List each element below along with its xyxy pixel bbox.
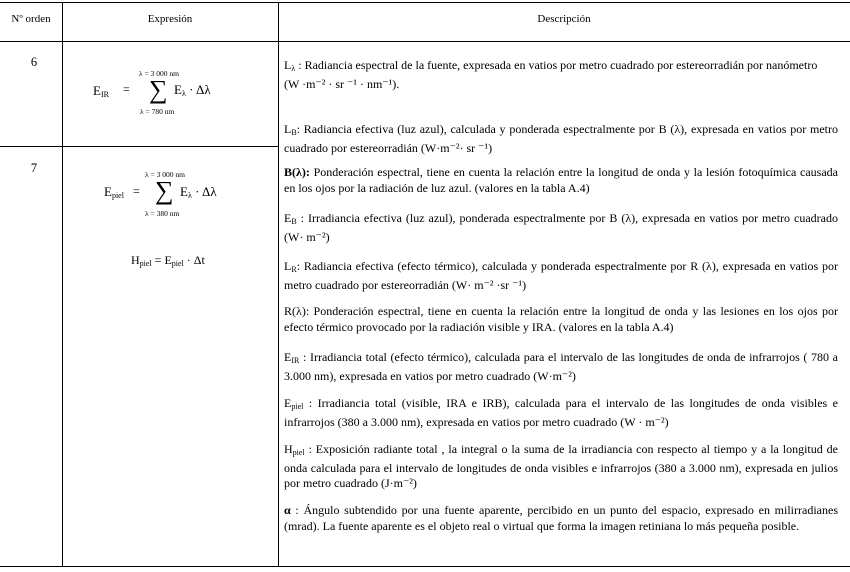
sum-symbol: ∑ — [149, 75, 168, 104]
formula-exposure: $H_{piel} = E_{piel} \cdot \Delta t$ — [131, 253, 205, 268]
description-ponderacion-r: R(λ): Ponderación espectral, tiene en cuenta la relación entre la longitud de onda y las lesiones en los ojos por efecto térmico provocado por la radiación visible y IRA. (valores en la tabla A.4) — [284, 304, 838, 334]
row-number: 6 — [30, 55, 38, 69]
description-radiancia-termica: $L_R$: Radiancia efectiva (efecto térmico), calculada y ponderada espectralmente por R (λ), expresada en vatios por metro cuadrado por estereorradián (W· m⁻² ·sr ⁻¹) — [284, 259, 838, 292]
unit: (W ·m⁻² · sr ⁻¹ · nm⁻¹). — [284, 76, 400, 91]
sum-lower-limit: λ = 380 nm — [145, 209, 180, 218]
header-order: Nº orden — [11, 13, 51, 25]
table-top-border — [0, 2, 850, 3]
description-irradiancia-efectiva: $E_B$ : Irradiancia efectiva (luz azul), ponderada espectralmente por B (λ), expresada en vatios por metro cuadrado (W· m⁻²) — [284, 211, 838, 244]
description-irradiancia-ir: $E_{IR}$ : Irradiancia total (efecto térmico), calculada para el intervalo de las longitudes de onda de infrarrojos ( 780 a 3.000 nm), expresada en vatios por metro cuadrado (W·m⁻²) — [284, 350, 838, 383]
column-divider-1 — [62, 2, 63, 567]
sum-upper-limit: λ = 3 000 nm — [139, 69, 179, 78]
row-number: 7 — [30, 161, 38, 175]
table-bottom-border — [0, 566, 850, 567]
formula-equals: = — [133, 184, 140, 198]
description-radiancia-espectral: $L_\lambda$ : Radiancia espectral de la fuente, expresada en vatios por metro cuadrado por estereorradián por nanómetro (W ·m⁻² · sr ⁻¹ · nm⁻¹). — [284, 58, 838, 92]
header-expression: Expresión — [147, 13, 193, 25]
description-radiancia-efectiva-azul: $L_B$: Radiancia efectiva (luz azul), calculada y ponderada espectralmente por B (λ), expresada en vatios por metro cuadrado por estereorradián (W·m⁻²· sr ⁻¹) — [284, 122, 838, 155]
row-divider — [0, 146, 278, 147]
column-divider-2 — [278, 2, 279, 567]
sum-lower-limit: λ = 780 nm — [140, 107, 175, 116]
formula-equals: = — [123, 82, 130, 96]
description-exposicion-piel: $H_{piel}$ : Exposición radiante total , la integral o la suma de la irradiancia con respecto al tiempo y a la longitud de onda calculada para el intervalo de longitudes de onda visibles e infrarrojos (380 a 3.000 nm), expresada en julios por metro cuadrado (J·m⁻²) — [284, 442, 838, 490]
description-irradiancia-piel: $E_{piel}$ : Irradiancia total (visible, IRA e IRB), calculada para el intervalo de las longitudes de onda visibles e infrarrojos (380 a 3.000 nm), expresada en vatios por metro cuadrado (W · m⁻²) — [284, 396, 838, 429]
sum-symbol: ∑ — [155, 176, 174, 205]
header-description: Descripción — [537, 13, 591, 25]
formula-lhs: $E_{piel}$ — [104, 184, 124, 200]
formula-term: $E_\lambda \cdot \Delta\lambda$ — [174, 82, 211, 98]
sum-upper-limit: λ = 3 000 nm — [145, 170, 185, 179]
formula-lhs: $E_{IR}$ — [93, 83, 109, 99]
header-bottom-border — [0, 41, 850, 42]
description-ponderacion-b: B(λ): Ponderación espectral, tiene en cuenta la relación entre la longitud de onda y la lesión fotoquímica causada en los ojos por la radiación de luz azul. (valores en la tabla A.4) — [284, 165, 838, 195]
description-angulo: α : Ángulo subtendido por una fuente aparente, percibido en un punto del espacio, expresado en milirradianes (mrad). La fuente aparente es el objeto real o virtual que forma la imagen retiniana lo más pequeña posible. — [284, 503, 838, 533]
formula-term: $E_\lambda \cdot \Delta\lambda$ — [180, 184, 217, 200]
